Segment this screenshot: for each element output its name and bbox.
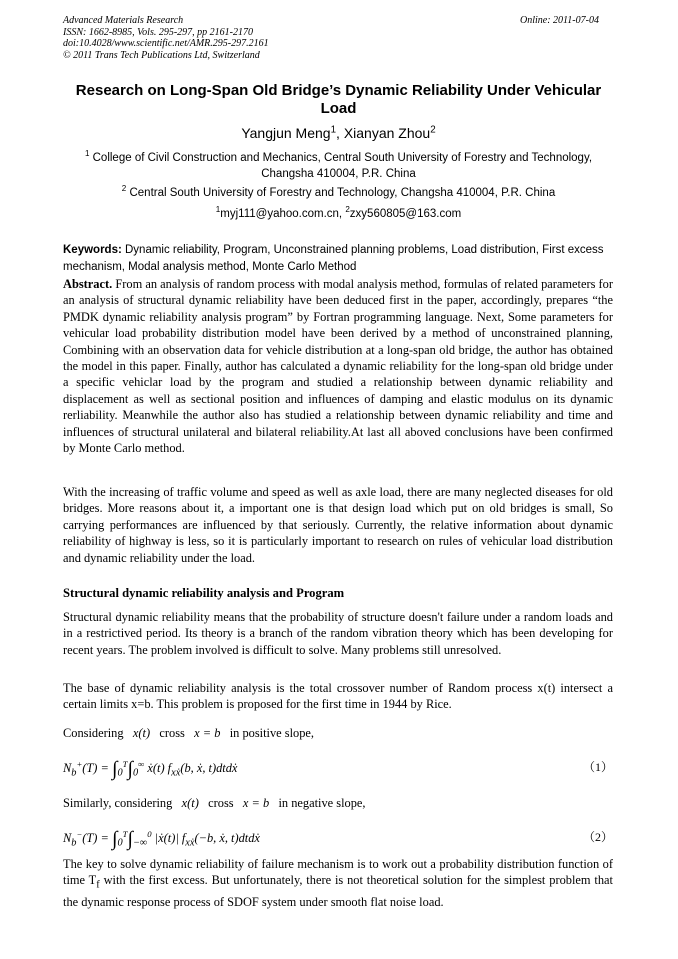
section-paragraph-3 <box>63 856 613 911</box>
section-paragraph-2: The base of dynamic reliability analysis is the total crossover number of Random process x(t) intersect a certain limits x=b. This problem is proposed for the first time in 1944 by Rice. <box>63 681 613 712</box>
email-1-sup: 1 <box>215 205 221 215</box>
keywords-block <box>63 242 613 275</box>
paper-title: Research on Long-Span Old Bridge’s Dynamic Reliability Under Vehicular Load <box>75 82 602 117</box>
email-2-sup: 2 <box>345 205 350 215</box>
issn-line: ISSN: 1662-8985, Vols. 295-297, pp 2161-2170 <box>63 26 253 38</box>
author-1-sup: 1 <box>330 124 337 136</box>
negative-slope-text: in negative slope, <box>278 796 366 810</box>
abstract-text: From an analysis of random process with modal analysis method, formulas of related parameters for an analysis of structural dynamic reliability have been deduced first in the paper, accordingly, prepares “the PMDK dynamic reliability analysis program” by Fortran programming language. Next, Some parameters for vehicular load probability distribution model have been derived by a method of unconstrained planning, Combining with an observation data for vehicle distribution at a long-span old bridge, the author has obtained the model in this paper. Finally, author has calculated a dynamic reliability for the long-span old bridge under a specific vehiclar load by the program and studied a relationship between dynamic reliability and displacement as well as sectional position and influences of damping and elastic modulus on its dynamic rerliability. Meanwhile the author also has studied a relationship between dynamic reliability and time and influences of structural unilateral and bilateral reliability.At last all aboved conclusions have been confirmed by Monte Carlo method. <box>63 277 613 456</box>
affiliation-1-sup: 1 <box>84 149 90 159</box>
journal-name: Advanced Materials Research <box>63 15 184 26</box>
affiliation-1-text: College of Civil Construction and Mechanics, Central South University of Forestry and Technology, Changsha 410004, P.R. China <box>92 152 593 180</box>
equation-2: $N_b^-(T) = \int_0^T\int_{-\infty}^0$ |ẋ(t)| $f_{xẋ}(-b$, ẋ, t)dtdẋ （2） <box>63 828 613 850</box>
affiliation-2 <box>64 185 613 201</box>
considering-word-1: Considering <box>63 726 124 740</box>
copyright-line: © 2011 Trans Tech Publications Ltd, Switzerland <box>63 49 260 61</box>
email-line <box>64 206 613 222</box>
cross-word-2: cross <box>208 796 234 810</box>
author-1: Yangjun Meng <box>241 125 331 141</box>
xb-symbol-2: x = b <box>242 796 270 810</box>
journal-header <box>63 15 269 61</box>
affiliation-2-sup: 2 <box>121 184 127 194</box>
keywords-label: Keywords: <box>63 244 122 256</box>
paragraph-3-text: The key to solve dynamic reliability of failure mechanism is to work out a probability distribution function of time T <box>63 857 613 888</box>
xt-symbol-2: x(t) <box>181 796 199 810</box>
email-1: myj111@yahoo.com.cn, <box>220 208 346 220</box>
author-line <box>64 125 613 141</box>
online-date: Online: 2011-07-04 <box>520 15 599 26</box>
author-2-sup: 2 <box>430 124 436 136</box>
considering-line-2 <box>63 796 613 811</box>
xt-symbol-1: x(t) <box>132 726 151 740</box>
section-paragraph-1: Structural dynamic reliability means that the probability of structure doesn't failure under a random loads and in a restrictived period. Its theory is a branch of the random vibration theory which has been developing for recent years. The problem involved is difficult to solve. Many problems still unresolved. <box>63 610 613 657</box>
affiliation-2-text: Central South University of Forestry and Technology, Changsha 410004, P.R. China <box>129 187 556 199</box>
author-2: Xianyan Zhou <box>343 125 431 141</box>
xb-symbol-1: x = b <box>194 726 221 740</box>
author-separator: , <box>336 125 344 141</box>
considering-line-1 <box>63 726 613 741</box>
paragraph-3-subscript: f <box>96 879 100 891</box>
affiliation-1 <box>64 150 613 182</box>
cross-word-1: cross <box>159 726 185 740</box>
equation-1: $N_b^+(T) = \int_0^T\int_0^\infty$ ẋ(t) $f_{xẋ}(b$, ẋ, t)dtdẋ （1） <box>63 758 613 780</box>
equation-1-number: （1） <box>582 760 613 774</box>
intro-paragraph: With the increasing of traffic volume and speed as well as axle load, there are many neglected diseases for old bridges. More reasons about it, a important one is that design load which put on old bridges is small, So carrying performances are influenced by that seriously. Currently, the relative information about dynamic reliability of highway is less, so it is particularly important to research on rules of vehicular load distribution and dynamic reliability under the load. <box>63 485 613 565</box>
equation-2-number: （2） <box>582 830 613 844</box>
paragraph-3-rest: with the first excess. But unfortunately, there is not theoretical solution for the simplest problem that the dynamic response process of SDOF system under smooth flat noise load. <box>63 873 613 910</box>
keywords-text: Dynamic reliability, Program, Unconstrained planning problems, Load distribution, First excess mechanism, Modal analysis method, Monte Carlo Method <box>63 244 604 273</box>
email-2: zxy560805@163.com <box>349 208 462 220</box>
similarly-text: Similarly, considering <box>63 796 173 810</box>
section-heading: Structural dynamic reliability analysis and Program <box>63 586 345 600</box>
abstract-label: Abstract. <box>63 277 113 291</box>
abstract-block <box>63 276 613 456</box>
positive-slope-text: in positive slope, <box>229 726 315 740</box>
doi-line: doi:10.4028/www.scientific.net/AMR.295-297.2161 <box>63 38 269 49</box>
